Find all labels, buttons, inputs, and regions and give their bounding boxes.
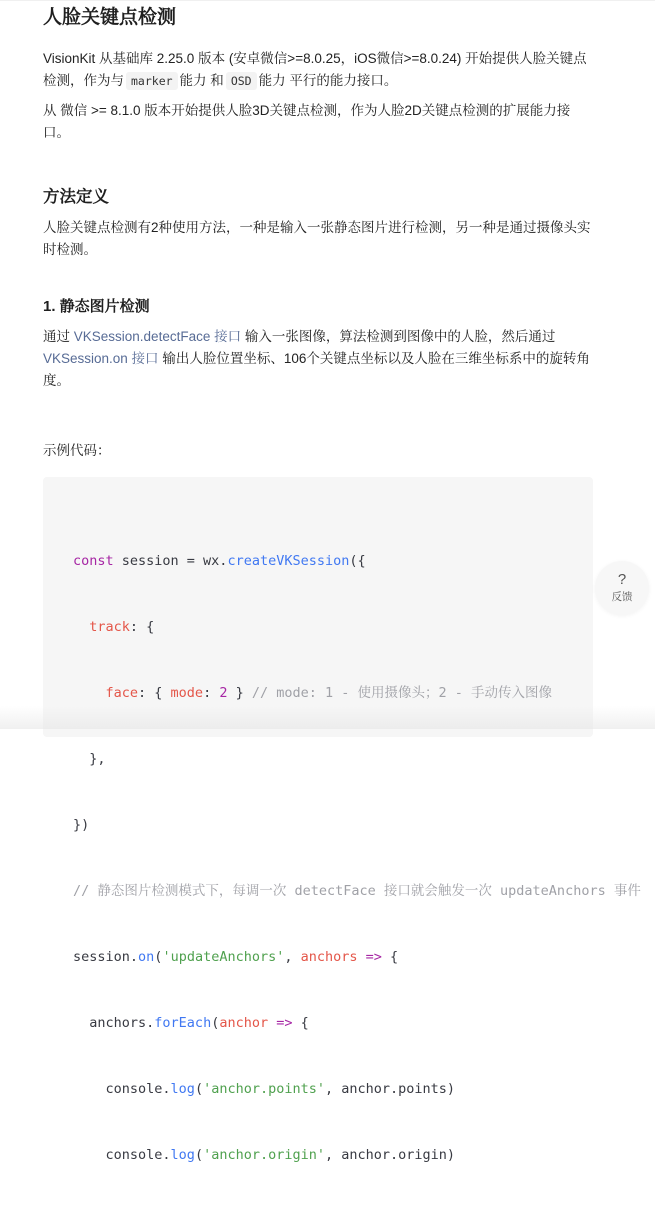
code-text: ( (194, 1081, 204, 1097)
code-indent (73, 1147, 106, 1163)
top-divider (0, 0, 655, 1)
intro-text-1: VisionKit 从基础库 2.25.0 版本 (安卓微信>=8.0.25，iOS微信>=8.0.24) 开始提供人脸关键点检测，作为与 (43, 51, 587, 88)
code-indent (73, 685, 106, 701)
code-text: console. (105, 1081, 171, 1097)
page-title: 人脸关键点检测 (43, 7, 177, 28)
feedback-button[interactable] (595, 561, 649, 615)
code-indent (73, 1015, 89, 1031)
code-text: }) (73, 817, 90, 833)
static-heading: 1. 静态图片检测 (43, 298, 150, 315)
code-property: mode (170, 685, 204, 701)
code-text: session = wx. (113, 553, 228, 569)
code-text: ({ (349, 553, 366, 569)
code-property: track (89, 619, 130, 635)
code-text: : { (138, 685, 171, 701)
code-number: 2 (219, 685, 228, 701)
code-indent (73, 1081, 106, 1097)
code-text: ( (194, 1147, 204, 1163)
code-arrow: => (268, 1015, 293, 1031)
code-indent (73, 619, 89, 635)
code-text: ( (154, 949, 163, 965)
code-line-5 (73, 814, 641, 836)
marker-code: marker (126, 72, 178, 90)
code-comment: // mode: 1 - 使用摄像头；2 - 手动传入图像 (251, 685, 553, 701)
code-arrow: => (357, 949, 382, 965)
feedback-label: 反馈 (611, 591, 633, 603)
sample-label: 示例代码： (43, 443, 111, 458)
code-line-4 (73, 748, 641, 770)
vksession-on-link[interactable]: VKSession.on 接口 (43, 351, 159, 366)
code-line-6 (73, 880, 641, 902)
method-description: 人脸关键点检测有2种使用方法，一种是输入一张静态图片进行检测，另一种是通过摄像头实时检测。 (43, 220, 591, 257)
code-text: session. (73, 949, 139, 965)
static-prefix: 通过 (43, 329, 70, 344)
code-string: 'anchor.origin' (203, 1147, 325, 1163)
code-function: createVKSession (227, 553, 350, 569)
code-text: , (284, 949, 301, 965)
code-param: anchor (219, 1015, 269, 1031)
code-text: console. (105, 1147, 171, 1163)
intro-text-2: 能力 和 (179, 73, 224, 88)
code-line-9 (73, 1078, 641, 1100)
method-heading: 方法定义 (43, 188, 109, 206)
detectface-link[interactable]: VKSession.detectFace 接口 (73, 329, 242, 344)
code-function: on (138, 949, 155, 965)
code-line-2 (73, 616, 641, 638)
code-text: ( (211, 1015, 220, 1031)
intro-text-3: 能力 平行的能力接口。 (258, 73, 398, 88)
code-text: } (227, 685, 252, 701)
code-param: anchors (300, 949, 358, 965)
code-text: }, (73, 751, 106, 767)
code-function: log (170, 1147, 195, 1163)
static-description (43, 326, 593, 392)
code-text: : { (129, 619, 155, 635)
code-function: log (170, 1081, 195, 1097)
static-suffix: 输出人脸位置坐标、106个关键点坐标以及人脸在三维坐标系中的旋转角度。 (43, 351, 590, 388)
code-property: face (105, 685, 139, 701)
code-comment: // 静态图片检测模式下，每调一次 detectFace 接口就会触发一次 updateAnchors 事件 (73, 883, 641, 899)
static-middle: 输入一张图像，算法检测到图像中的人脸，然后通过 (244, 329, 556, 344)
code-line-3 (73, 682, 641, 704)
intro-paragraph (43, 48, 593, 92)
code-line-1 (73, 550, 641, 572)
code-text: , anchor.origin) (325, 1147, 456, 1163)
code-text: { (292, 1015, 309, 1031)
osd-code: OSD (226, 72, 257, 90)
code-string: 'anchor.points' (203, 1081, 325, 1097)
code-line-8 (73, 1012, 641, 1034)
code-text: , anchor.points) (325, 1081, 456, 1097)
code-text: { (381, 949, 399, 965)
intro2-paragraph: 从 微信 >= 8.1.0 版本开始提供人脸3D关键点检测，作为人脸2D关键点检测的扩展能力接口。 (43, 103, 571, 140)
code-line-7 (73, 946, 641, 968)
code-text: : (203, 685, 220, 701)
code-function: forEach (154, 1015, 212, 1031)
code-line-10 (73, 1144, 641, 1166)
code-string: 'updateAnchors' (162, 949, 285, 965)
code-lines (73, 506, 641, 1210)
question-icon: ? (617, 571, 627, 588)
code-keyword: const (73, 553, 114, 569)
code-text: anchors. (89, 1015, 155, 1031)
